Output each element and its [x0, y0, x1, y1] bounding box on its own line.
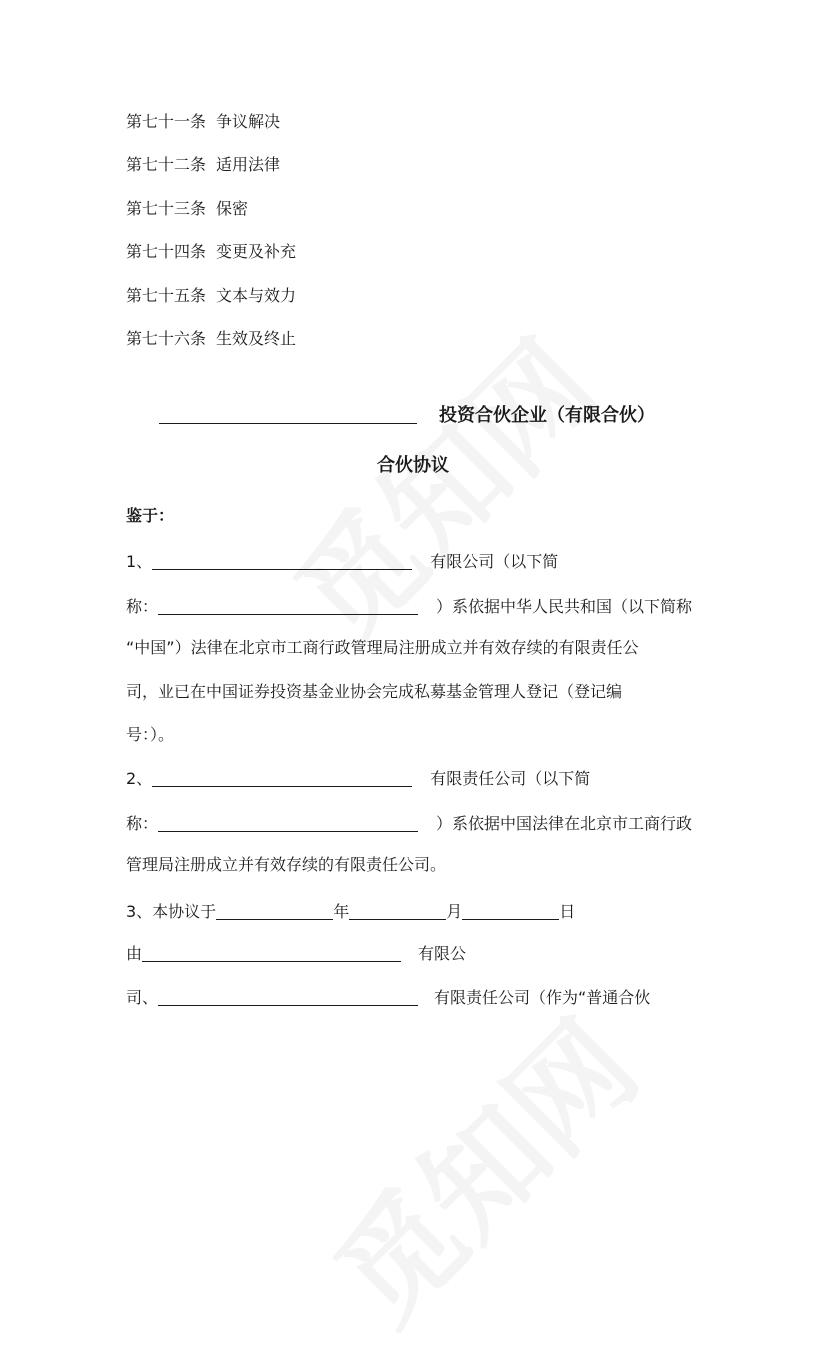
blank-party2-name [152, 769, 412, 787]
whereas-label: 鉴于： [126, 506, 175, 525]
party1-line2: 称： ）系依据中华人民共和国（以下简称 [126, 597, 693, 616]
blank-year [216, 902, 333, 920]
watermark [252, 298, 628, 674]
party2-line3: 管理局注册成立并有效存续的有限责任公司。 [126, 855, 447, 874]
toc-item: 第七十四条 变更及补充 [126, 242, 297, 261]
party1-line4: 司，业已在中国证券投资基金业协会完成私募基金管理人登记（登记编 [126, 682, 623, 701]
clause3-line1: 3、本协议于 年 月 日 [126, 902, 576, 921]
blank-fund-name [159, 406, 417, 424]
clause3-line2: 由 有限公 [126, 944, 467, 963]
blank-party1-name [152, 552, 412, 570]
agreement-subtitle: 合伙协议 [377, 455, 449, 476]
toc-item: 第七十六条 生效及终止 [126, 329, 297, 348]
party2-line2: 称： ）系依据中国法律在北京市工商行政 [126, 814, 693, 833]
toc-item: 第七十三条 保密 [126, 199, 249, 218]
party1-line1: 1、 有限公司（以下简 [126, 552, 559, 571]
blank-party2-abbr [158, 814, 418, 832]
party1-line3: “中国”）法律在北京市工商行政管理局注册成立并有效存续的有限责任公 [126, 638, 639, 657]
agreement-title: 投资合伙企业（有限合伙） [159, 406, 655, 425]
toc-item: 第七十二条 适用法律 [126, 155, 281, 174]
watermark-bottom [292, 978, 668, 1354]
toc-item: 第七十一条 争议解决 [126, 112, 281, 131]
blank-co-name [158, 988, 418, 1006]
party2-line1: 2、 有限责任公司（以下简 [126, 769, 591, 788]
toc-item: 第七十五条 文本与效力 [126, 286, 297, 305]
blank-gp-name [142, 944, 401, 962]
party1-line5: 号：）。 [126, 725, 175, 744]
clause3-line3: 司、 有限责任公司（作为“普通合伙 [126, 988, 651, 1007]
blank-month [349, 902, 446, 920]
blank-party1-abbr [158, 597, 418, 615]
blank-day [462, 902, 559, 920]
